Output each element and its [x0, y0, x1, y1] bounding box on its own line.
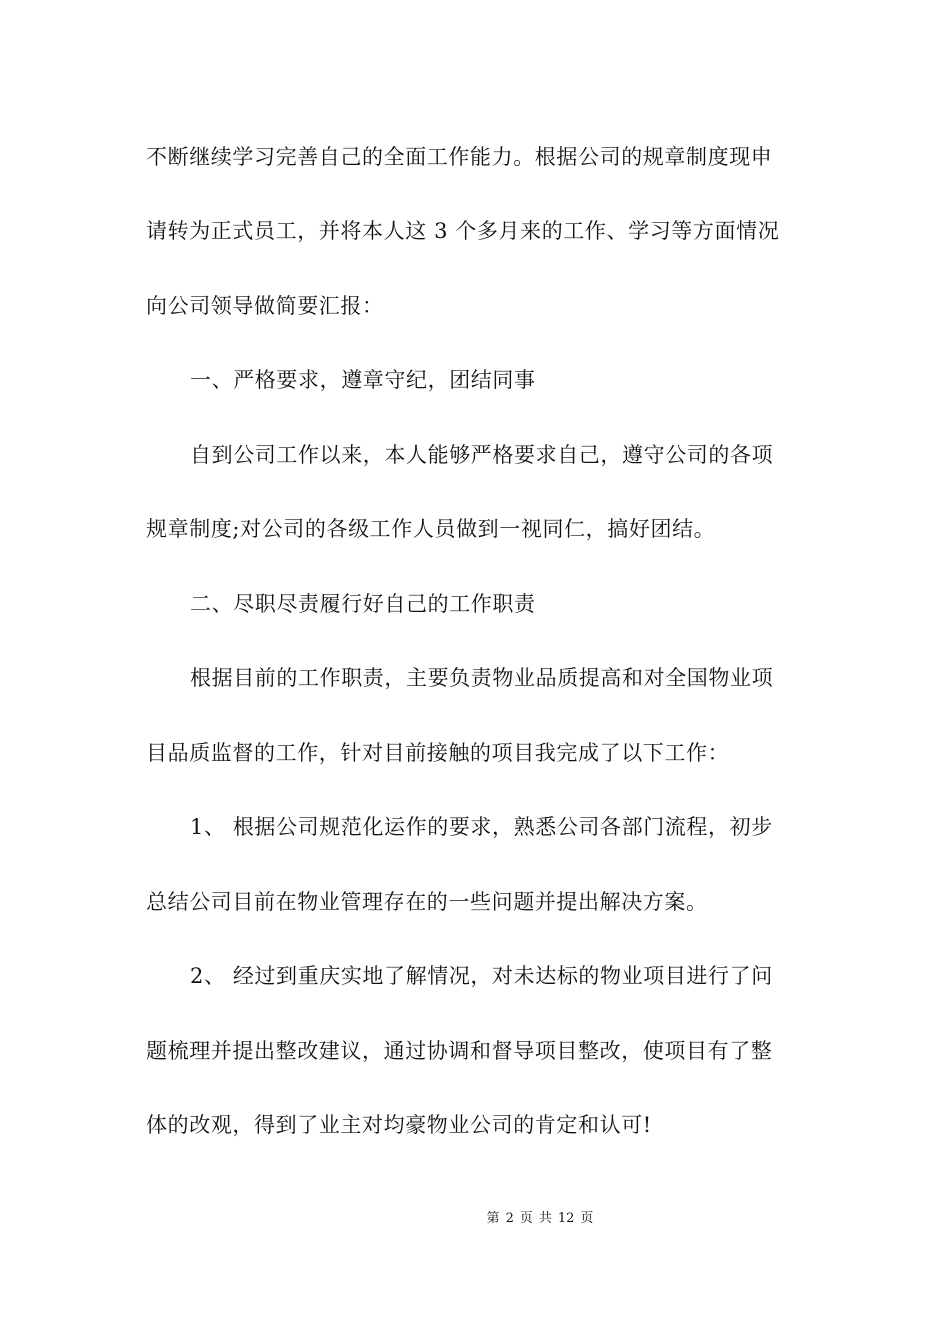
- text-line-8: 根据目前的工作职责，主要负责物业品质提高和对全国物业项: [190, 666, 774, 690]
- text-line-11: 总结公司目前在物业管理存在的一些问题并提出解决方案。: [146, 890, 708, 914]
- text-line-3: 向公司领导做简要汇报：: [146, 294, 384, 318]
- text-line-1: 不断继续学习完善自己的全面工作能力。根据公司的规章制度现申: [146, 145, 773, 169]
- section-heading-1: 一、严格要求，遵章守纪，团结同事: [190, 368, 536, 392]
- text-line-13: 题梳理并提出整改建议，通过协调和督导项目整改，使项目有了整: [146, 1039, 773, 1063]
- text-line-2: 请转为正式员工，并将本人这 3 个多月来的工作、学习等方面情况: [146, 219, 780, 243]
- footer-suffix: 页: [580, 1211, 594, 1226]
- footer-page-word: 页: [519, 1211, 533, 1226]
- list-item-1: 1、 根据公司规范化运作的要求，熟悉公司各部门流程，初步: [190, 815, 773, 839]
- section-heading-2: 二、尽职尽责履行好自己的工作职责: [190, 592, 536, 616]
- footer-total-word: 共: [538, 1211, 552, 1226]
- text-line-14: 体的改观，得到了业主对均豪物业公司的肯定和认可!: [146, 1113, 652, 1137]
- text-line-5: 自到公司工作以来，本人能够严格要求自己，遵守公司的各项: [190, 443, 774, 467]
- page-footer: [0, 1210, 950, 1228]
- page-number-current: 2: [505, 1211, 514, 1226]
- text-line-6: 规章制度;对公司的各级工作人员做到一视同仁，搞好团结。: [146, 517, 716, 541]
- list-item-2: 2、 经过到重庆实地了解情况，对未达标的物业项目进行了问: [190, 964, 773, 988]
- text-line-9: 目品质监督的工作，针对目前接触的项目我完成了以下工作：: [146, 741, 730, 765]
- page-number-total: 12: [557, 1211, 575, 1226]
- footer-prefix: 第: [486, 1211, 500, 1226]
